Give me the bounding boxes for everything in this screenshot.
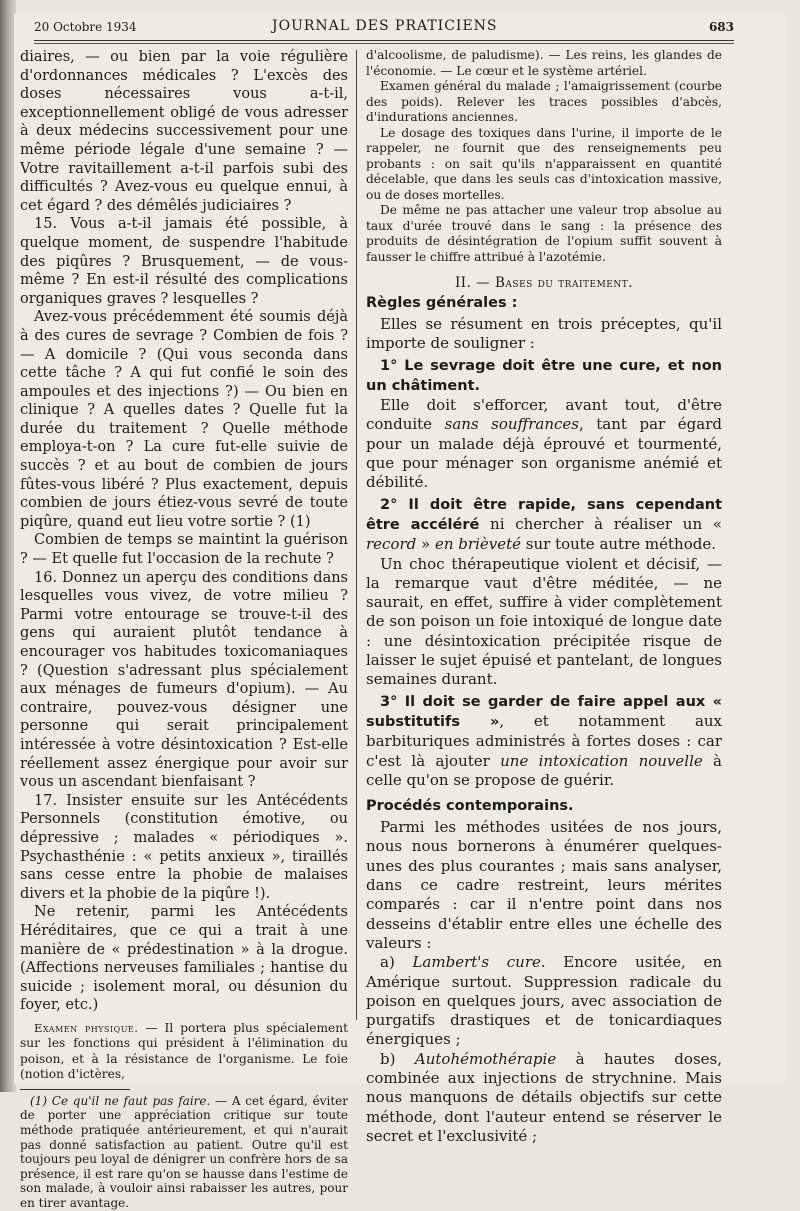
page-number: 683 xyxy=(708,20,734,34)
paragraph-question-16: 16. Donnez un aperçu des conditions dans lesquelles vous vivez, de votre milieu ? Parmi votre entourage se trouve-t-il des gens qui auraient plutôt tendance à encourager vos habitudes toxicomaniaques ? (Question s'adressant plus spécialement aux ménages de fumeurs d'opium). — Au contraire, pouvez-vous désigner une personne qui serait principalement intéressée à votre désintoxication ? Est-elle réellement assez énergique pour avoir sur vous un ascendant bienfaisant ? xyxy=(20,569,348,791)
rule-3: 3° Il doit se garder de faire appel aux « substitutifs », et notamment aux barbituriques administrés à fortes doses : car c'est là ajouter une intoxication nouvelle à celle qu'on se propose de guérir. xyxy=(366,693,723,789)
journal-page xyxy=(14,14,786,1211)
paragraph-urine-dosage: Le dosage des toxiques dans l'urine, il importe de le rappeler, ne fournit que des renseignements peu probants : on sait qu'ils n'apparaissent en quantité décelable, que dans les seuls cas d'intoxication massive, ou de doses mortelles. xyxy=(366,125,722,202)
paragraph-relapse: Combien de temps se maintint la guérison ? — Et quelle fut l'occasion de la rechute ? xyxy=(20,532,348,568)
right-column xyxy=(366,48,722,1146)
footnote-ref: (1) xyxy=(289,513,311,530)
previous-cures-text: Avez-vous précédemment été soumis déjà à des cures de sevrage ? Combien de fois ? — A domicile ? (Qui vous seconda dans cette tâche ? A qui fut confié le soin des ampoules et des injections ?) — Ou bien en clinique ? A quelles dates ? Quelle fut la durée du traitement ? Quelle méthode employa-t-on ? La cure fut-elle suivie de succès ? et au bout de combien de jours fûtes-vous libéré ? Plus exactement, depuis combien de jours étiez-vous sevré de toute piqûre, quand eut lieu votre sortie ? xyxy=(20,309,348,530)
column-divider xyxy=(356,50,357,1020)
paragraph-questions-supply: diaires, — ou bien par la voie régulière d'ordonnances médicales ? L'excès des doses nécessaires vous a-t-il, exceptionnellement obligé de vous adresser à deux médecins successivement pour une même période légale d'une semaine ? — Votre ravitaillement a-t-il parfois subi des difficultés ? Avez-vous eu quelque ennui, à cet égard ? des démêlés judiciaires ? xyxy=(20,49,348,214)
paragraph-methods-intro: Parmi les méthodes usitées de nos jours, nous nous bornerons à énumérer quelques-unes des plus courantes ; mais sans analyser, dans ce cadre restreint, leurs mérites comparés : car il n'entre point dans nos desseins d'établir entre elles une échelle des valeurs : xyxy=(366,818,722,952)
paragraph-physical-exam xyxy=(20,1021,348,1083)
paragraph-rule-1: Elle doit s'efforcer, avant tout, d'être conduite sans souffrances, tant par égard pour un malade déjà éprouvé et tourmenté, que pour ménager son organisme anémié et débilité. xyxy=(366,396,722,492)
paragraph-blood-urea: De même ne pas attacher une valeur trop absolue au taux d'urée trouvé dans le sang : la présence des produits de désintégration de l'opium suffit souvent à fausser le chiffre attribué à l'azotémie. xyxy=(366,203,722,264)
paragraph-heredity: Ne retenir, parmi les Antécédents Héréditaires, que ce qui a trait à une manière de « prédestination » à la drogue. (Affections nerveuses familiales ; hantise du suicide ; isolement moral, ou désunion du foyer, etc.) xyxy=(20,904,348,1014)
running-head xyxy=(34,18,734,40)
paragraph-exam-continued: d'alcoolisme, de paludisme). — Les reins, les glandes de l'économie. — Le cœur et le système artériel. xyxy=(366,48,722,78)
header-rule xyxy=(34,40,734,41)
paragraph-rule-2: Un choc thérapeutique violent et décisif, — la remarque vaut d'être méditée, — ne saurait, en effet, suffire à vider complètement de son poison un foie intoxiqué de longue date : une désintoxication précipitée risque de laisser le sujet épuisé et pantelant, de longues semaines durant. xyxy=(366,554,722,689)
footnote-lead: (1) Ce qu'il ne faut pas faire. xyxy=(30,1093,211,1108)
paragraph-question-15: 15. Vous a-t-il jamais été possible, à quelque moment, de suspendre l'habitude des piqûres ? Brusquement, — de vous-même ? En est-il résulté des complications organiques graves ? lesquelles ? xyxy=(20,216,348,307)
physical-exam-text: — Il portera plus spécialement sur les fonctions qui président à l'élimination du poison, et à la résistance de l'organisme. Le foie (notion d'ictères, xyxy=(20,1020,348,1082)
method-b: b) Autohémothérapie à hautes doses, combinée aux injections de strychnine. Mais nous manquons de détails objectifs sur cette méthode, dont l'auteur entend se réserver le secret et l'exclusivité ; xyxy=(366,1049,722,1145)
method-a: a) Lambert's cure. Encore usitée, en Amérique surtout. Suppression radicale du poison en quelques jours, avec association de purgatifs drastiques et de tonicardiaques énergiques ; xyxy=(366,953,722,1049)
rule-2: 2° Il doit être rapide, sans cependant être accéléré ni chercher à réaliser un « record » en brièveté sur toute autre méthode. xyxy=(366,496,722,554)
rule-2-heading: 2° Il doit être rapide, sans cependant être accéléré xyxy=(366,496,722,533)
journal-title: JOURNAL DES PRATICIENS xyxy=(272,18,498,34)
paragraph-previous-cures xyxy=(20,308,348,531)
paragraph-question-17: 17. Insister ensuite sur les Antécédents Personnels (constitution émotive, ou dépressive ; malades « périodiques ». Psychasthénie : « petits anxieux », tiraillés sans cesse entre la phobie de malaises divers et la phobie de la piqûre !). xyxy=(20,792,348,902)
rule-3-heading: 3° Il doit se garder de faire appel aux « substitutifs » xyxy=(366,693,722,730)
footnote-text: — A cet égard, éviter de porter une appréciation critique sur toute méthode pratiquée antérieurement, et qui n'aurait pas donné satisfaction au patient. Outre qu'il est toujours peu loyal de dénigrer un confrère hors de sa présence, il est rare qu'on se hausse dans l'estime de son malade, à vouloir ainsi rabaisser les autres, pour en tirer avantage. xyxy=(20,1093,348,1211)
paragraph-rules-intro: Elles se résument en trois préceptes, qu'il importe de souligner : xyxy=(366,315,722,353)
footnote-rule xyxy=(20,1089,130,1090)
heading-contemporary-methods: Procédés contemporains. xyxy=(366,798,574,815)
issue-date: 20 Octobre 1934 xyxy=(34,20,137,34)
paragraph-general-exam: Examen général du malade ; l'amaigrissement (courbe des poids). Relever les traces possibles d'abcès, d'indurations anciennes. xyxy=(366,79,722,124)
physical-exam-label: Examen physique. xyxy=(34,1020,139,1035)
heading-general-rules: Règles générales : xyxy=(366,295,518,311)
footnote xyxy=(20,1094,348,1211)
header-rule-double xyxy=(34,43,734,44)
rule-1-heading: 1° Le sevrage doit être une cure, et non un châtiment. xyxy=(366,357,722,394)
rule-1 xyxy=(366,356,722,397)
left-column xyxy=(20,48,348,1211)
section-title-treatment: II. — Bases du traitement. xyxy=(454,275,634,291)
